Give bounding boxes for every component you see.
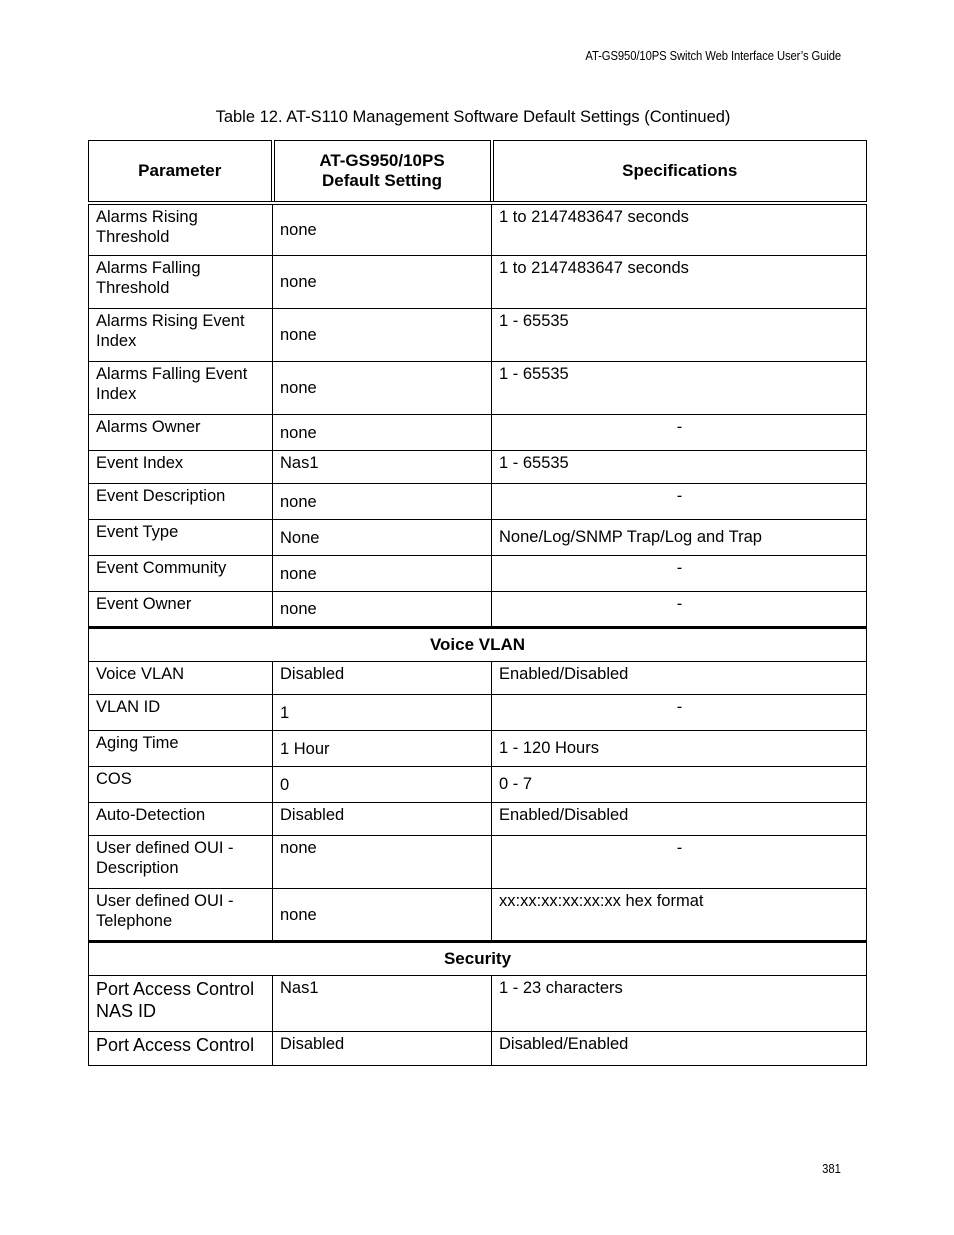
default-cell: Disabled	[273, 662, 492, 695]
header-parameter: Parameter	[89, 141, 273, 203]
parameter-cell: VLAN ID	[89, 695, 273, 731]
section-row-security	[89, 942, 867, 976]
parameter-cell: User defined OUI - Description	[89, 836, 273, 889]
table-row	[89, 836, 867, 889]
default-cell: none	[273, 484, 492, 520]
parameter-cell: Alarms Falling Threshold	[89, 256, 273, 309]
header-default-setting	[273, 141, 492, 203]
default-cell: Disabled	[273, 803, 492, 836]
table-row	[89, 203, 867, 256]
spec-cell: Enabled/Disabled	[492, 803, 867, 836]
table-row	[89, 451, 867, 484]
header-specifications: Specifications	[492, 141, 867, 203]
page-number: 381	[822, 1162, 841, 1176]
parameter-cell: Port Access Control	[89, 1032, 273, 1066]
parameter-cell: Auto-Detection	[89, 803, 273, 836]
spec-cell: 1 - 120 Hours	[492, 731, 867, 767]
section-title-security: Security	[89, 942, 867, 976]
header-row	[89, 141, 867, 203]
default-settings-table	[88, 140, 867, 1066]
default-cell: none	[273, 889, 492, 942]
default-cell: none	[273, 836, 492, 889]
parameter-cell: Event Type	[89, 520, 273, 556]
spec-cell: 1 - 23 characters	[492, 976, 867, 1032]
table-row	[89, 889, 867, 942]
table-row	[89, 556, 867, 592]
parameter-cell: Voice VLAN	[89, 662, 273, 695]
spec-cell: 1 to 2147483647 seconds	[492, 256, 867, 309]
spec-cell: -	[492, 695, 867, 731]
default-cell: none	[273, 309, 492, 362]
parameter-cell: User defined OUI - Telephone	[89, 889, 273, 942]
parameter-cell: Aging Time	[89, 731, 273, 767]
table-row	[89, 976, 867, 1032]
table-row	[89, 362, 867, 415]
spec-cell: 1 - 65535	[492, 451, 867, 484]
spec-cell: -	[492, 484, 867, 520]
table-row	[89, 695, 867, 731]
parameter-cell: Alarms Falling Event Index	[89, 362, 273, 415]
spec-cell: None/Log/SNMP Trap/Log and Trap	[492, 520, 867, 556]
default-cell: None	[273, 520, 492, 556]
default-cell: none	[273, 362, 492, 415]
default-cell: 1	[273, 695, 492, 731]
table-row	[89, 415, 867, 451]
default-cell: Disabled	[273, 1032, 492, 1066]
spec-cell: Enabled/Disabled	[492, 662, 867, 695]
default-cell: none	[273, 203, 492, 256]
table-row	[89, 1032, 867, 1066]
spec-cell: -	[492, 415, 867, 451]
spec-cell: Disabled/Enabled	[492, 1032, 867, 1066]
parameter-cell: Alarms Rising Event Index	[89, 309, 273, 362]
spec-cell: -	[492, 592, 867, 628]
parameter-cell: Event Index	[89, 451, 273, 484]
table-row	[89, 484, 867, 520]
parameter-cell: Port Access Control NAS ID	[89, 976, 273, 1032]
table-row	[89, 767, 867, 803]
spec-cell: 1 - 65535	[492, 309, 867, 362]
spec-cell: 0 - 7	[492, 767, 867, 803]
table-row	[89, 256, 867, 309]
parameter-cell: Alarms Rising Threshold	[89, 203, 273, 256]
default-cell: none	[273, 415, 492, 451]
table-row	[89, 592, 867, 628]
table-row	[89, 520, 867, 556]
parameter-cell: Event Owner	[89, 592, 273, 628]
table-row	[89, 662, 867, 695]
parameter-cell: Event Description	[89, 484, 273, 520]
spec-cell: 1 - 65535	[492, 362, 867, 415]
parameter-cell: Event Community	[89, 556, 273, 592]
default-cell: none	[273, 556, 492, 592]
parameter-cell: Alarms Owner	[89, 415, 273, 451]
header-default-line1: AT-GS950/10PS	[319, 150, 445, 170]
default-cell: 0	[273, 767, 492, 803]
spec-cell: -	[492, 836, 867, 889]
default-cell: none	[273, 256, 492, 309]
section-title-voice-vlan: Voice VLAN	[89, 628, 867, 662]
header-default-line2: Default Setting	[322, 170, 442, 190]
parameter-cell: COS	[89, 767, 273, 803]
table-caption: Table 12. AT-S110 Management Software Default Settings (Continued)	[215, 108, 731, 126]
section-row-voice-vlan	[89, 628, 867, 662]
default-cell: Nas1	[273, 451, 492, 484]
default-cell: Nas1	[273, 976, 492, 1032]
table-row	[89, 309, 867, 362]
running-header: AT-GS950/10PS Switch Web Interface User’s Guide	[585, 49, 841, 63]
spec-cell: 1 to 2147483647 seconds	[492, 203, 867, 256]
table-row	[89, 803, 867, 836]
spec-cell: xx:xx:xx:xx:xx:xx hex format	[492, 889, 867, 942]
spec-cell: -	[492, 556, 867, 592]
table-row	[89, 731, 867, 767]
default-cell: 1 Hour	[273, 731, 492, 767]
default-cell: none	[273, 592, 492, 628]
